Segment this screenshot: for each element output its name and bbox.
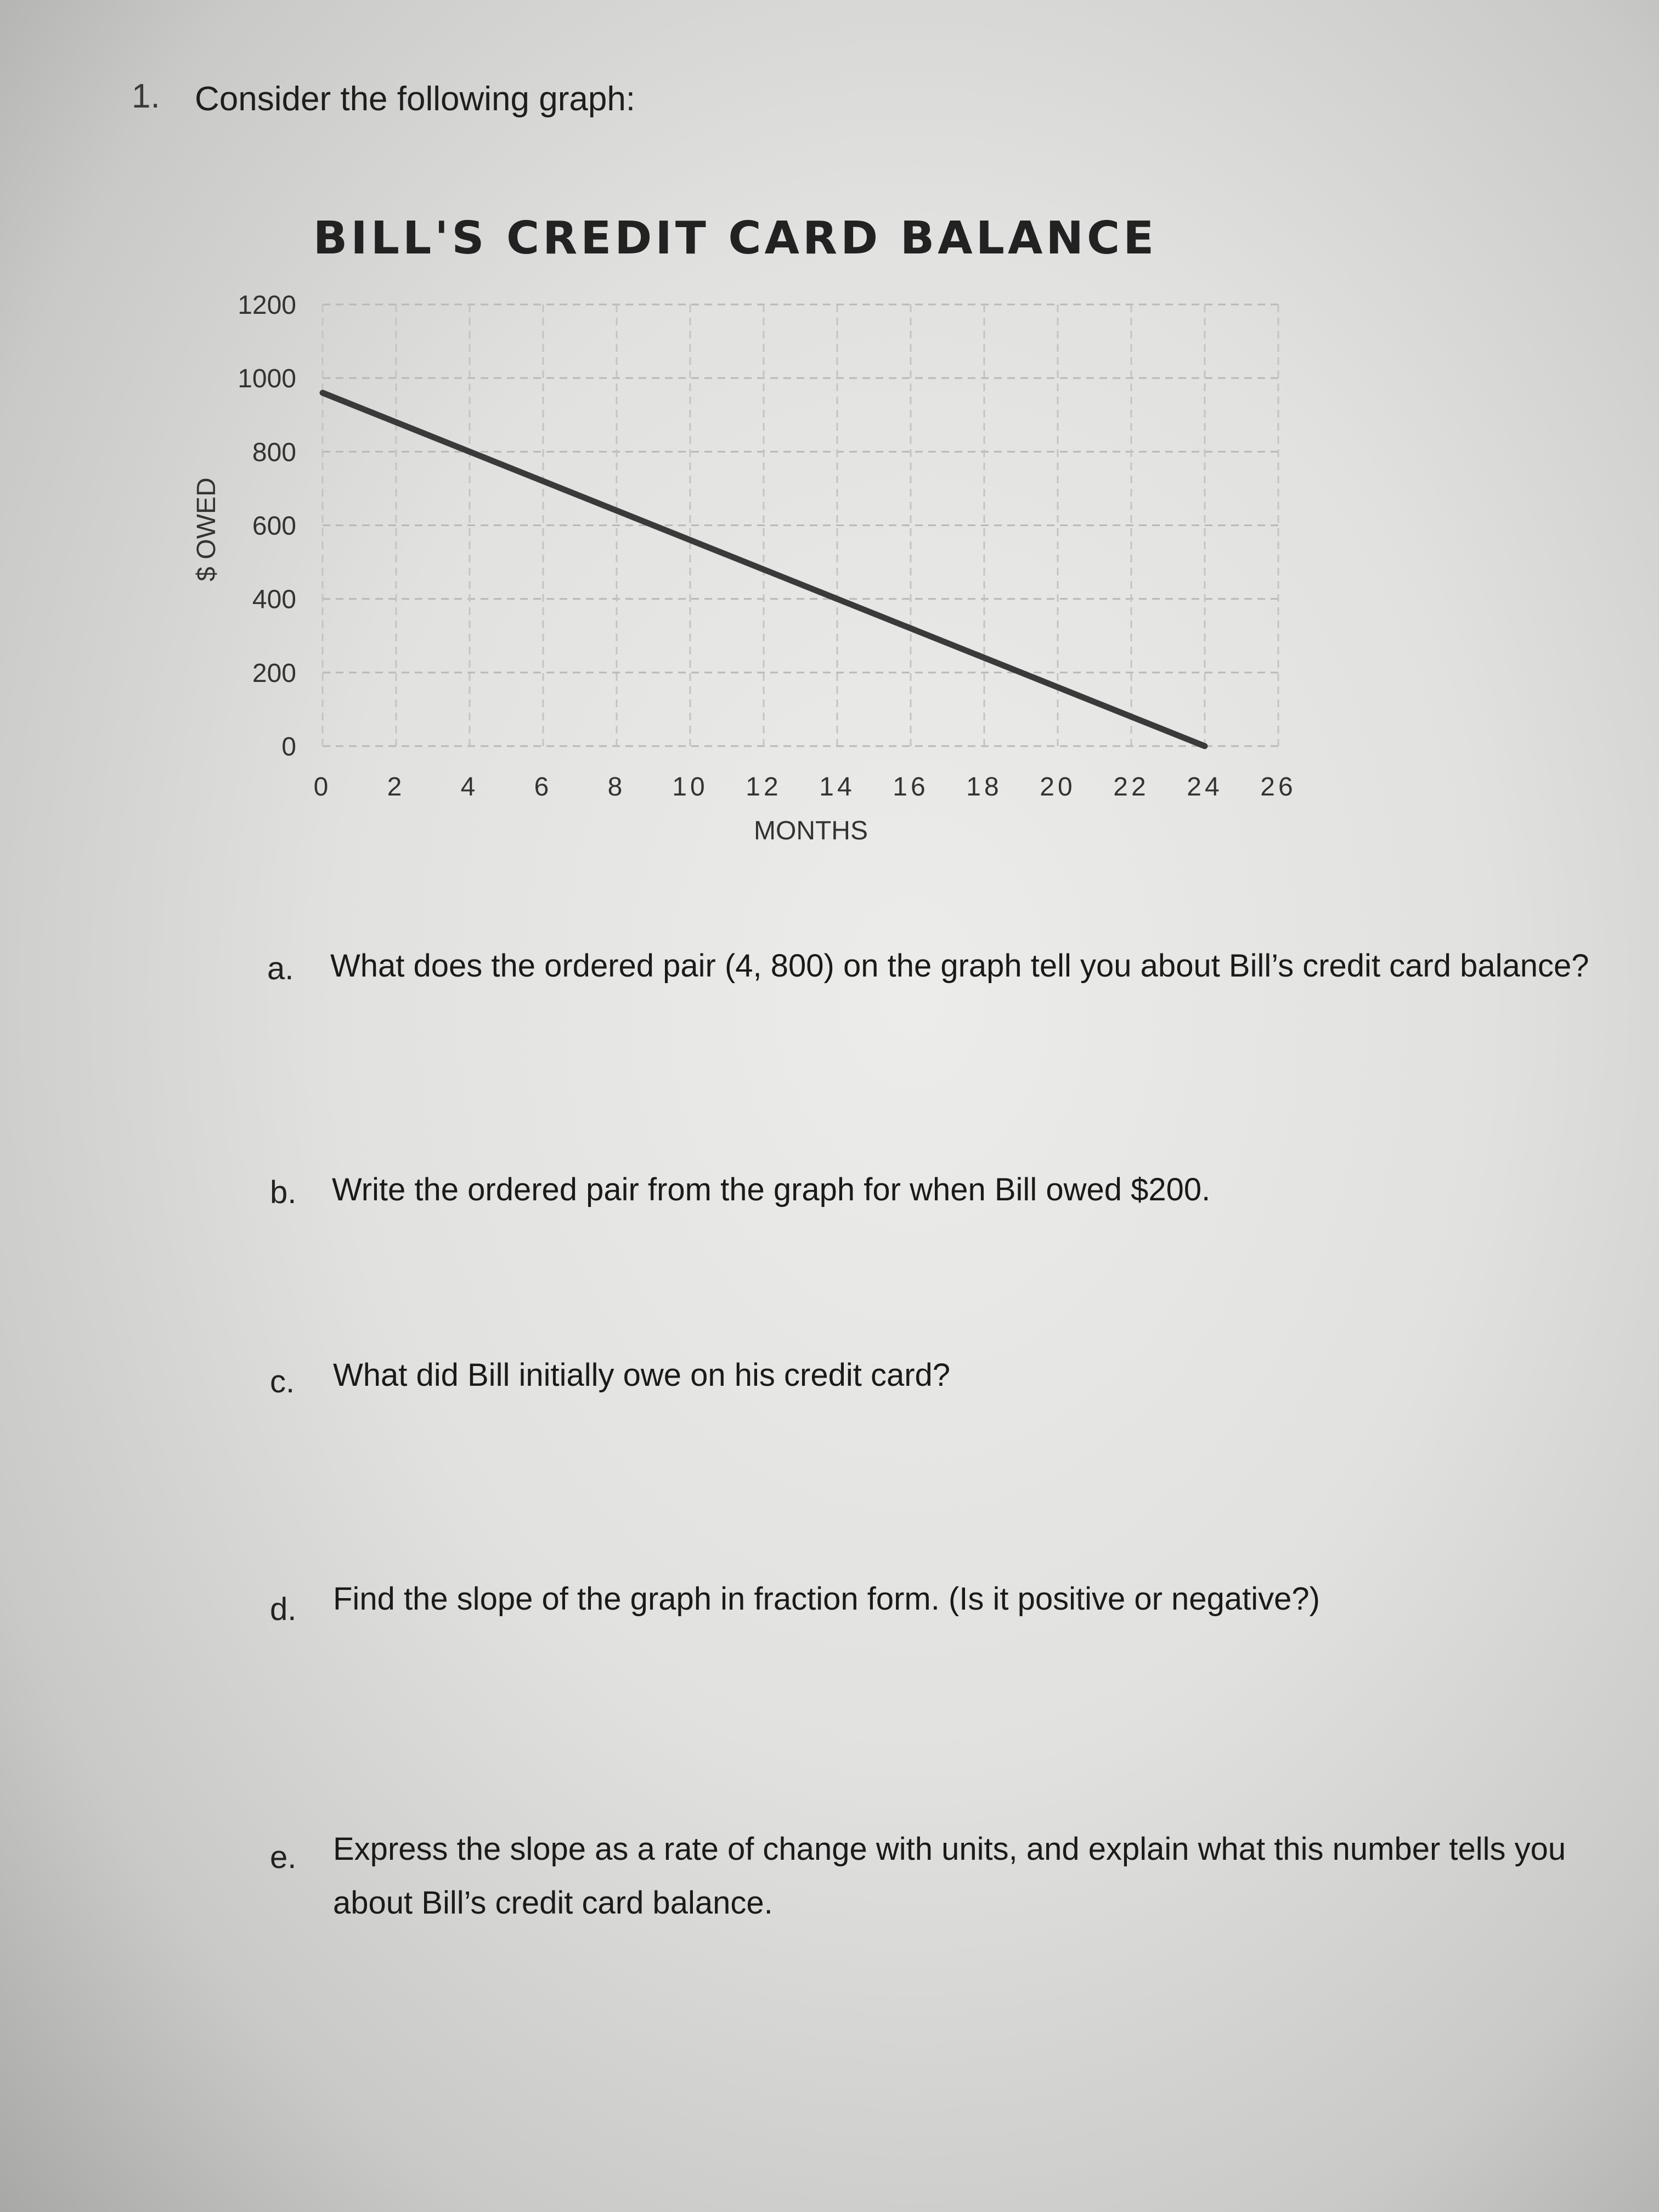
question-number: 1. [132,77,160,115]
item-d-letter: d. [270,1592,297,1627]
x-tick-label: 10 [672,772,708,802]
y-tick-label: 0 [281,732,296,761]
item-b-letter: b. [270,1175,297,1210]
x-tick-label: 4 [460,772,479,802]
x-tick-label: 22 [1113,772,1149,802]
item-e-letter: e. [270,1839,297,1875]
x-tick-label: 18 [966,772,1002,802]
x-tick-label: 20 [1040,772,1076,802]
y-tick-label: 1000 [238,364,296,394]
chart-title: BILL'S CREDIT CARD BALANCE [313,212,1158,264]
item-a-text: What does the ordered pair (4, 800) on the graph tell you about Bill’s credit card balance? [330,948,1589,984]
x-tick-label: 24 [1187,772,1223,802]
y-tick-label: 1200 [238,291,296,320]
x-tick-label: 6 [534,772,552,802]
y-axis-ticks [238,291,296,761]
item-a-letter: a. [267,951,294,986]
item-d-text: Find the slope of the graph in fraction form. (Is it positive or negative?) [333,1581,1320,1617]
x-tick-label: 14 [819,772,855,802]
chart-grid [323,304,1278,746]
y-tick-label: 200 [252,658,296,688]
x-tick-label: 16 [893,772,929,802]
y-tick-label: 800 [252,438,296,467]
item-c-text: What did Bill initially owe on his credit card? [333,1357,951,1393]
y-tick-label: 600 [252,511,296,541]
x-axis-ticks [314,772,1296,802]
x-tick-label: 8 [607,772,626,802]
x-axis-label: MONTHS [754,816,868,845]
question-intro: Consider the following graph: [195,80,636,118]
item-e-text: Express the slope as a rate of change with units, and explain what this number tells you about Bill’s credit card balance. [333,1831,1566,1921]
item-b-text: Write the ordered pair from the graph for when Bill owed $200. [332,1172,1211,1207]
y-tick-label: 400 [252,585,296,614]
x-tick-label: 0 [313,772,332,802]
x-tick-label: 12 [746,772,782,802]
y-axis-label: $ OWED [192,477,221,582]
x-tick-label: 2 [387,772,405,802]
credit-balance-chart [0,0,1659,905]
x-tick-label: 26 [1260,772,1296,802]
item-c-letter: c. [270,1364,295,1400]
